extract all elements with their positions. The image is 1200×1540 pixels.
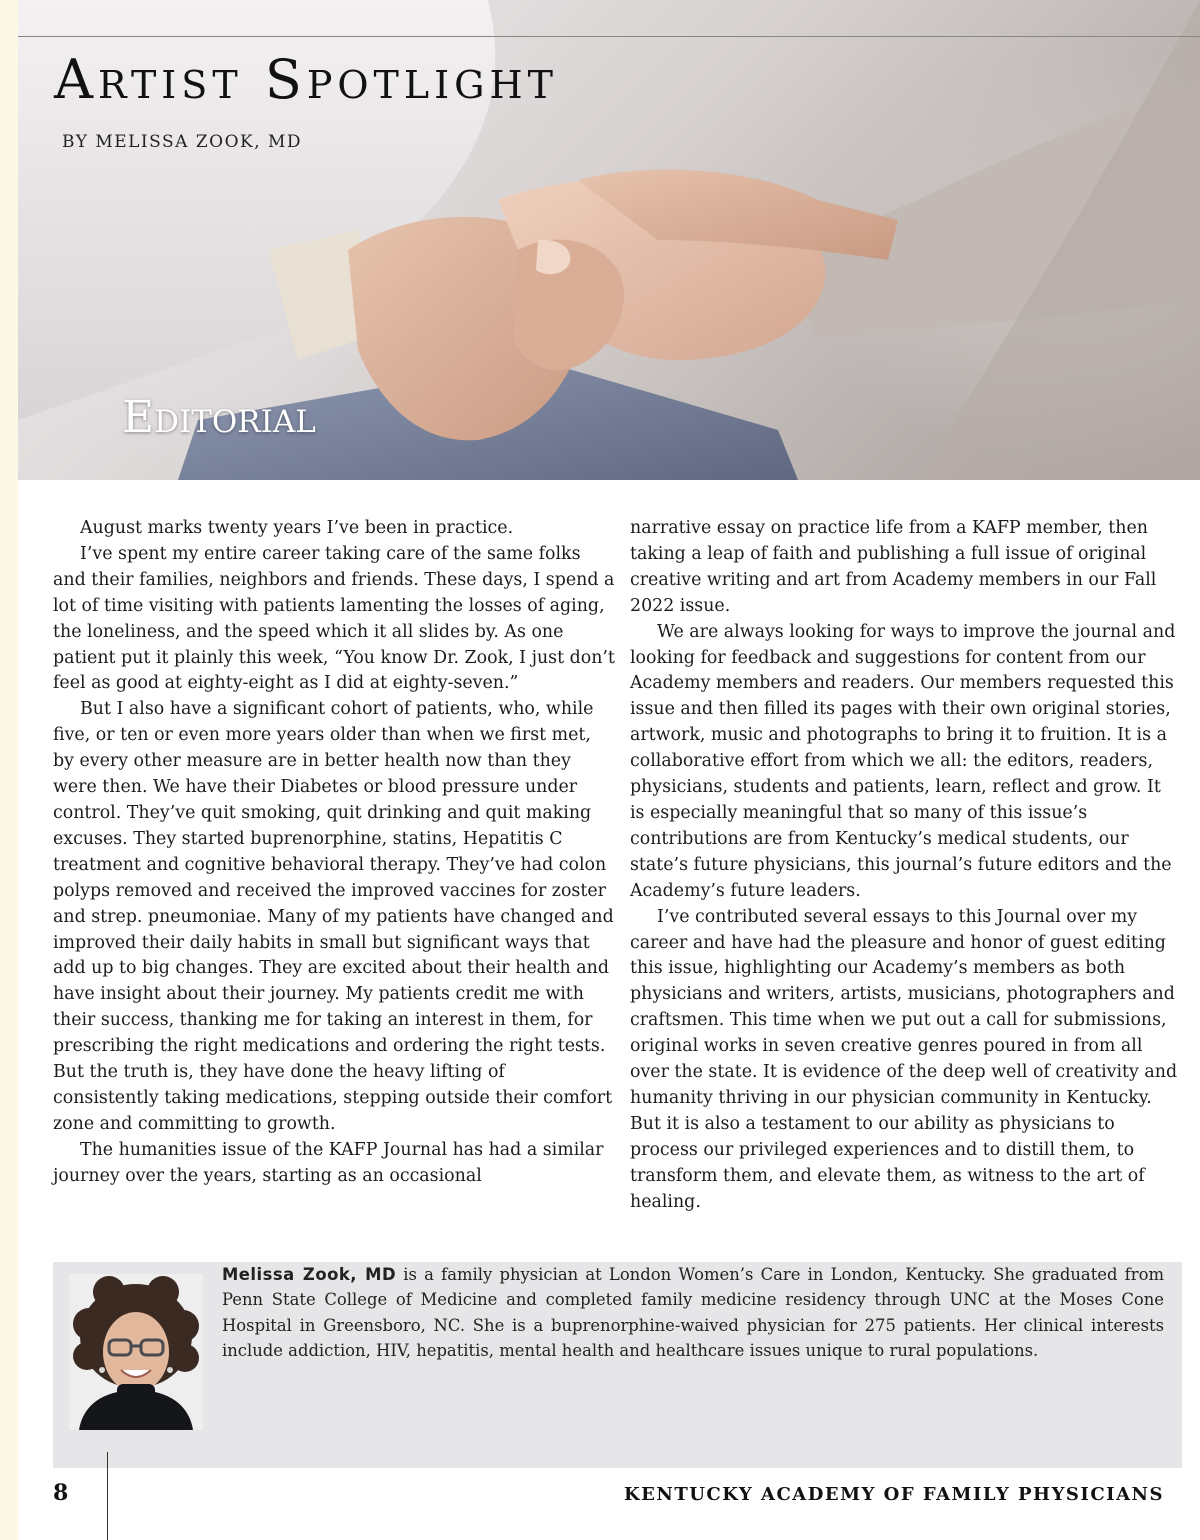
author-bio-name: Melissa Zook, MD: [222, 1265, 397, 1284]
page-number: 8: [53, 1480, 69, 1506]
article-column-left: [53, 516, 615, 1190]
article-paragraph: But I also have a significant cohort of patients, who, while five, or ten or even more years older than when we first met, by every other measure are in better health now than they were then. We have their Diabetes or blood pressure under control. They’ve quit smoking, quit drinking and quit making excuses. They started buprenorphine, statins, Hepatitis C treatment and cognitive behavioral therapy. They’ve had colon polyps removed and received the improved vaccines for zoster and strep. pneumoniae. Many of my patients have changed and improved their daily habits in small but significant ways that add up to big changes. They are excited about their health and have insight about their journey. My patients credit me with their success, thanking me for taking an interest in them, for prescribing the right medications and ordering the right tests. But the truth is, they have done the heavy lifting of consistently taking medications, stepping outside their comfort zone and committing to growth.: [53, 699, 614, 1134]
footer-divider: [107, 1452, 108, 1540]
page-margin-strip: [0, 0, 18, 1540]
page-title: Artist Spotlight: [54, 48, 558, 111]
article-paragraph: I’ve contributed several essays to this Journal over my career and have had the pleasure and honor of guest editing this issue, highlighting our Academy’s members as both physicians and writers, artists, musicians, photographers and craftsmen. This time when we put out a call for submissions, original works in seven creative genres poured in from all over the state. It is evidence of the deep well of creativity and humanity thriving in our physician community in Kentucky. But it is also a testament to our ability as physicians to process our privileged experiences and to distill them, to transform them, and elevate them, as witness to the art of healing.: [630, 906, 1178, 1212]
article-column-right: [630, 516, 1178, 1215]
article-paragraph: I’ve spent my entire career taking care of the same folks and their families, neighbors and friends. These days, I spend a lot of time visiting with patients lamenting the losses of aging, the loneliness, and the speed which it all slides by. As one patient put it plainly this week, “You know Dr. Zook, I just don’t feel as good at eighty-eight as I did at eighty-seven.”: [53, 543, 615, 694]
author-bio-text: is a family physician at London Women’s Care in London, Kentucky. She graduated from Penn State College of Medicine and completed family medicine residency through UNC at the Moses Cone Hospital in Greensboro, NC. She is a buprenorphine-waived physician for 275 patients. Her clinical interests include addiction, HIV, hepatitis, mental health and healthcare issues unique to rural populations.: [222, 1265, 1164, 1361]
author-bio: [222, 1262, 1164, 1364]
author-portrait: [69, 1274, 203, 1430]
hero-photo: [18, 0, 1200, 480]
article-paragraph: We are always looking for ways to improve the journal and looking for feedback and suggestions for content from our Academy members and readers. Our members requested this issue and then filled its pages with their own original stories, artwork, music and photographs to bring it to fruition. It is a collaborative effort from which we all: the editors, readers, physicians, students and patients, learn, reflect and grow. It is especially meaningful that so many of this issue’s contributions are from Kentucky’s medical students, our state’s future physicians, this journal’s future editors and the Academy’s future leaders.: [630, 621, 1176, 901]
author-portrait-illustration: [69, 1274, 203, 1430]
section-label: Editorial: [122, 392, 316, 443]
hero-top-rule: [18, 36, 1200, 37]
author-bio-box: [53, 1262, 1182, 1468]
article-paragraph: The humanities issue of the KAFP Journal has had a similar journey over the years, starting as an occasional: [53, 1139, 604, 1186]
article-paragraph: August marks twenty years I’ve been in practice.: [80, 518, 514, 538]
footer-organization: KENTUCKY ACADEMY OF FAMILY PHYSICIANS: [624, 1484, 1164, 1505]
author-byline: BY MELISSA ZOOK, MD: [62, 132, 303, 152]
article-paragraph: narrative essay on practice life from a KAFP member, then taking a leap of faith and publishing a full issue of original creative writing and art from Academy members in our Fall 2022 issue.: [630, 518, 1157, 616]
